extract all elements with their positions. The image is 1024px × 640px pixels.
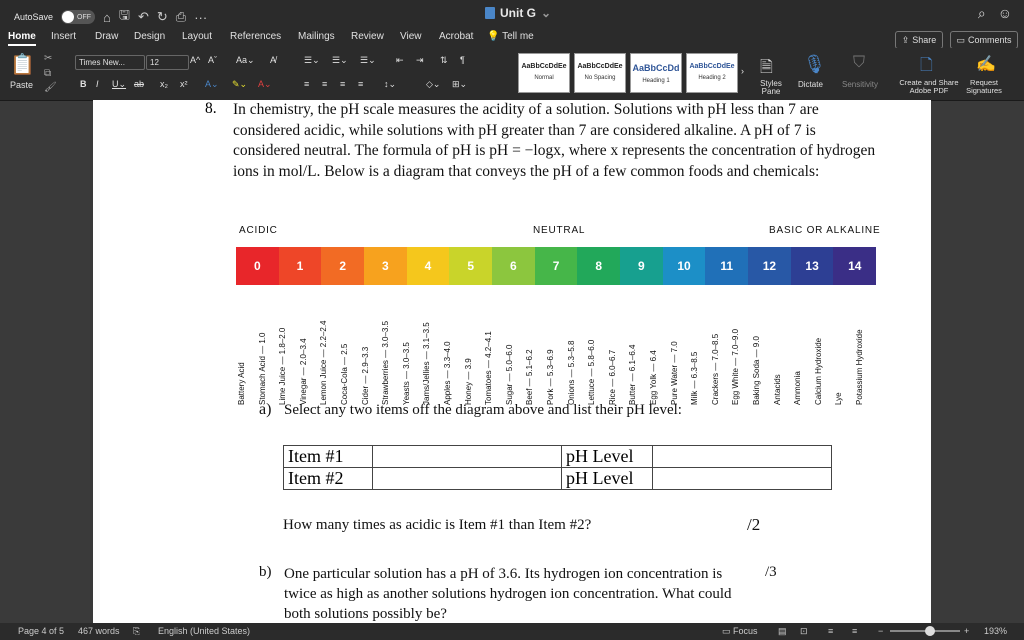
tab-insert[interactable]: Insert (51, 31, 77, 42)
bold-icon[interactable]: B (80, 79, 87, 89)
part-b-marks: /3 (765, 564, 777, 580)
ph-2-label: pH Level (562, 468, 653, 490)
ph-item-label: Rice — 6.0–6.7 (607, 349, 617, 405)
ph-cell-4: 4 (407, 247, 450, 285)
ph-item-label: Lye (834, 392, 844, 405)
ph-item-label: Onions — 5.3–5.8 (566, 340, 576, 405)
ph-item-label: Lettuce — 5.8–6.0 (587, 339, 597, 405)
ph-cell-6: 6 (492, 247, 535, 285)
shrink-font-icon[interactable]: Aˇ (208, 55, 217, 65)
tab-layout[interactable]: Layout (182, 31, 213, 42)
ph-cell-5: 5 (449, 247, 492, 285)
ph-item-label: Vinegar — 2.0–3.4 (298, 338, 308, 405)
font-color-icon[interactable]: A⌄ (258, 79, 272, 89)
status-bar (0, 623, 1024, 640)
shading-icon[interactable]: ◇⌄ (426, 79, 441, 89)
align-right-icon[interactable]: ≡ (340, 79, 346, 89)
superscript-icon[interactable]: x² (180, 79, 188, 89)
strikethrough-icon[interactable]: ab (134, 79, 145, 89)
lightbulb-icon: 💡 (487, 31, 500, 42)
ph-cell-0: 0 (236, 247, 279, 285)
tab-acrobat[interactable]: Acrobat (439, 31, 474, 42)
clear-format-icon[interactable]: A̸ (270, 55, 277, 65)
create-share-pdf-button[interactable]: Create and Share Adobe PDF (899, 78, 959, 95)
multilevel-icon[interactable]: ☰⌄ (360, 55, 376, 65)
copy-icon[interactable]: ⧉ (44, 68, 52, 79)
share-icon: ⇪ (901, 34, 910, 45)
ph-cell-13: 13 (791, 247, 834, 285)
neutral-label: NEUTRAL (533, 225, 586, 236)
basic-label: BASIC OR ALKALINE (769, 225, 881, 236)
sensitivity-button[interactable]: Sensitivity (842, 80, 879, 89)
ph-item-label: Coca-Cola — 2.5 (340, 343, 349, 405)
italic-icon[interactable]: I (96, 79, 99, 89)
word-count[interactable]: 467 words (78, 626, 120, 636)
page-count[interactable]: Page 4 of 5 (18, 626, 65, 636)
language[interactable]: English (United States) (158, 626, 251, 636)
title-bar (0, 0, 1024, 28)
ph-item-label: Jams/Jellies — 3.1–3.5 (422, 322, 432, 405)
draft-view-icon[interactable]: ≡ (852, 626, 858, 636)
outline-view-icon[interactable]: ≡ (828, 626, 834, 636)
ph-items (236, 295, 876, 405)
style-no-spacing[interactable]: AaBbCcDdEe No Spacing (574, 53, 626, 93)
highlight-icon[interactable]: ✎⌄ (232, 79, 248, 89)
style-heading-1[interactable]: AaBbCcDd Heading 1 (630, 53, 682, 93)
comment-icon: ▭ (956, 34, 965, 45)
format-painter-icon[interactable]: 🖌 (44, 82, 57, 93)
how-many-text: How many times as acidic is Item #1 than Item #2? (283, 517, 592, 533)
tab-design[interactable]: Design (134, 31, 166, 42)
ph-item-label: Apples — 3.3–4.0 (443, 341, 452, 405)
subscript-icon[interactable]: x₂ (160, 79, 168, 89)
microphone-icon[interactable]: 🎙 (803, 54, 826, 74)
ph-item-label: Sugar — 5.0–6.0 (504, 344, 514, 405)
ph-item-label: Lime Juice — 1.8–2.0 (278, 327, 288, 405)
document-icon (485, 7, 495, 19)
line-spacing-icon[interactable]: ↕⌄ (384, 79, 397, 89)
ribbon (0, 48, 1024, 101)
ph-item-label: Strawberries — 3.0–3.5 (381, 320, 391, 405)
tab-home[interactable]: Home (8, 31, 36, 46)
request-signatures-icon[interactable]: ✍ (976, 56, 996, 73)
autosave-toggle[interactable]: OFF (61, 10, 95, 24)
how-many-marks: /2 (747, 515, 761, 534)
tab-references[interactable]: References (230, 31, 282, 42)
zoom-slider-thumb[interactable] (925, 626, 935, 636)
ph-item-label: Butter — 6.1–6.4 (628, 344, 638, 405)
borders-icon[interactable]: ⊞⌄ (452, 79, 468, 89)
ph-item-label: Cider — 2.9–3.3 (360, 346, 370, 405)
cut-icon[interactable]: ✂ (44, 53, 53, 64)
ph-item-label: Calcium Hydroxide (813, 337, 823, 405)
ph-item-label: Baking Soda — 9.0 (752, 336, 761, 405)
ribbon-tabs (0, 28, 1024, 48)
pilcrow-icon[interactable]: ¶ (460, 55, 465, 65)
print-icon[interactable]: ⎙ (175, 9, 187, 24)
ph-1-input[interactable] (653, 446, 832, 468)
focus-icon: ▭ (722, 626, 731, 636)
text-effects-icon[interactable]: A⌄ (205, 79, 219, 89)
align-center-icon[interactable]: ≡ (322, 79, 328, 89)
tell-me[interactable]: 💡 Tell me (487, 31, 534, 42)
document-page[interactable] (93, 100, 931, 623)
ph-item-label: Egg White — 7.0–9.0 (731, 328, 741, 405)
search-icon[interactable]: ⌕ (977, 5, 986, 21)
ph-cell-12: 12 (748, 247, 791, 285)
part-a-letter: a) (259, 401, 272, 418)
question-8-text: In chemistry, the pH scale measures the acidity of a solution. Solutions with pH less than 7 are considered acidic, while solutions with pH greater than 7 are considered alkaline. A pH of 7 is considered neutral. The formula of pH is pH = −logx, where x represents the concentration of hydrogen ions in mol/L. Below is a diagram that conveys the pH of a few common foods and chemicals: (233, 101, 876, 180)
styles-more-icon[interactable]: › (741, 66, 744, 76)
print-layout-icon[interactable]: ▤ (778, 626, 787, 636)
item-1-label: Item #1 (284, 446, 373, 468)
more-icon[interactable]: ··· (194, 9, 208, 25)
save-icon[interactable]: 🖫 (118, 7, 130, 22)
ph-cell-3: 3 (364, 247, 407, 285)
ph-cell-1: 1 (279, 247, 322, 285)
acidic-label: ACIDIC (239, 225, 278, 236)
align-left-icon[interactable]: ≡ (304, 79, 310, 89)
styles-pane-label[interactable]: Styles Pane (760, 79, 782, 96)
ph-item-label: Potassium Hydroxide (855, 329, 864, 405)
item-1-input[interactable] (373, 446, 562, 468)
dictate-button[interactable]: Dictate (798, 80, 823, 89)
ph-item-label: Milk — 6.3–8.5 (690, 351, 700, 405)
ph-scale-bar (236, 247, 876, 285)
smiley-icon[interactable]: ☺ (997, 5, 1012, 21)
ph-item-label: Pure Water — 7.0 (669, 341, 679, 405)
ph-2-input[interactable] (653, 468, 832, 490)
ph-cell-11: 11 (705, 247, 748, 285)
answer-table (283, 445, 832, 490)
part-b-text: One particular solution has a pH of 3.6. Its hydrogen ion concentration is twice as high as another solutions hydrogen ion concentration. What could both solutions possibly be? (284, 566, 732, 622)
share-button[interactable]: ⇪ Share (895, 31, 943, 49)
ph-item-label: Crackers — 7.0–8.5 (710, 333, 720, 405)
focus-button[interactable]: ▭ Focus (722, 626, 758, 636)
home-icon[interactable]: ⌂ (103, 9, 111, 25)
ph-item-label: Yeasts — 3.0–3.5 (401, 342, 411, 405)
sensitivity-icon[interactable]: ⛉ (853, 54, 866, 71)
tab-review[interactable]: Review (351, 31, 384, 42)
proofing-icon[interactable]: ⎘ (133, 626, 141, 636)
tab-draw[interactable]: Draw (95, 31, 119, 42)
grow-font-icon[interactable]: A^ (190, 55, 201, 65)
question-number: 8. (205, 100, 217, 117)
ph-cell-10: 10 (663, 247, 706, 285)
style-heading-2[interactable]: AaBbCcDdEe Heading 2 (686, 53, 738, 93)
styles-pane-icon[interactable]: 🗎 (760, 59, 773, 76)
paste-label[interactable]: Paste (10, 80, 34, 90)
bullets-icon[interactable]: ☰⌄ (304, 55, 320, 65)
ph-item-label: Lemon Juice — 2.2–2.4 (319, 320, 329, 405)
item-2-input[interactable] (373, 468, 562, 490)
undo-icon[interactable]: ↶ (137, 9, 149, 24)
ph-item-label: Ammonia (793, 371, 803, 405)
redo-icon[interactable]: ↻ (156, 9, 168, 24)
item-2-label: Item #2 (284, 468, 373, 490)
paste-icon[interactable]: 📋 (10, 54, 35, 76)
zoom-in-icon[interactable]: + (964, 626, 970, 636)
comments-button[interactable]: ▭ Comments (950, 31, 1018, 49)
table-row (284, 446, 832, 468)
underline-icon[interactable]: U⌄ (112, 79, 127, 89)
ph-cell-7: 7 (535, 247, 578, 285)
tab-view[interactable]: View (400, 31, 422, 42)
numbering-icon[interactable]: ☰⌄ (332, 55, 348, 65)
ph-1-label: pH Level (562, 446, 653, 468)
zoom-level[interactable]: 193% (984, 626, 1008, 636)
pdf-icon[interactable]: 🗋 (920, 57, 933, 74)
font-size-select[interactable]: 12 (146, 55, 189, 70)
ph-cell-2: 2 (321, 247, 364, 285)
web-layout-icon[interactable]: ⊡ (800, 626, 808, 636)
decrease-indent-icon[interactable]: ⇤ (396, 55, 404, 65)
table-row (284, 468, 832, 490)
ph-item-label: Antacids (772, 374, 782, 405)
style-normal[interactable]: AaBbCcDdEe Normal (518, 53, 570, 93)
document-title[interactable]: Unit G ⌄ (485, 6, 551, 20)
ph-item-label: Stomach Acid — 1.0 (257, 332, 267, 405)
request-signatures-button[interactable]: Request Signatures (966, 78, 1002, 95)
zoom-out-icon[interactable]: − (878, 626, 884, 636)
sort-icon[interactable]: ⇅ (440, 55, 448, 65)
ph-item-label: Battery Acid (237, 362, 246, 405)
tab-mailings[interactable]: Mailings (298, 31, 335, 42)
ph-cell-9: 9 (620, 247, 663, 285)
font-name-select[interactable]: Times New... (75, 55, 145, 70)
part-a-text: Select any two items off the diagram above and list their pH level: (284, 402, 682, 418)
ph-item-label: Honey — 3.9 (463, 358, 473, 405)
ph-item-label: Egg Yolk — 6.4 (649, 350, 658, 405)
ph-item-label: Pork — 5.3–6.9 (546, 349, 555, 405)
ph-cell-14: 14 (833, 247, 876, 285)
justify-icon[interactable]: ≡ (358, 79, 364, 89)
part-b-letter: b) (259, 564, 272, 580)
autosave-label: AutoSave (14, 12, 54, 22)
ph-item-label: Tomatoes — 4.2–4.1 (484, 331, 494, 405)
change-case-icon[interactable]: Aa⌄ (236, 55, 255, 65)
ph-item-label: Beef — 5.1–6.2 (525, 349, 535, 405)
ph-cell-8: 8 (577, 247, 620, 285)
increase-indent-icon[interactable]: ⇥ (416, 55, 424, 65)
